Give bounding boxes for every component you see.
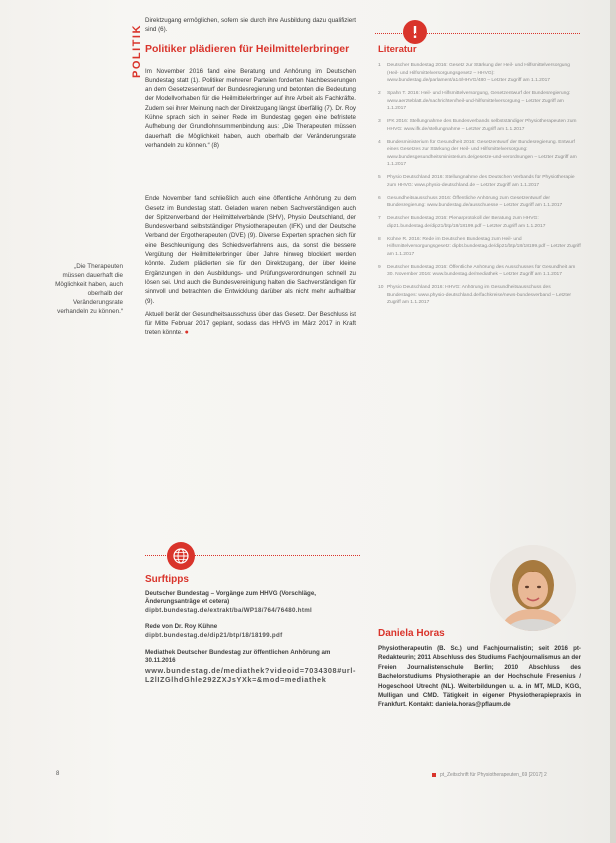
literatur-text: IFK 2016: Stellungnahme des Bundesverbands selbstständiger Physiotherapeuten zum HHVG: www.ifk.de/stellungnahme – Letzter Zugriff am 1.1.2017 — [387, 119, 577, 132]
literatur-text: Deutscher Bundestag 2016: Öffentliche Anhörung des Ausschusses für Gesundheit am 30. November 2016: www.bundestag.de/mediathek – Letzter Zugriff am 1.1.2017 — [387, 264, 576, 277]
literatur-text: Physio Deutschland 2016: Stellungnahme des Deutschen Verbands für Physiotherapie zum HHVG: www.physio-deutschland.de – Letzter Zugriff am 1.1.2017 — [387, 175, 575, 188]
footer-marker — [432, 773, 436, 777]
literatur-number: 1 — [378, 63, 381, 68]
end-mark: ● — [184, 329, 189, 337]
literatur-number: 3 — [378, 119, 381, 124]
literatur-list — [378, 62, 581, 312]
surftipp-label: Mediathek Deutscher Bundestag zur öffentlichen Anhörung am 30.11.2016 — [145, 648, 331, 665]
literatur-text: Bundesministerium für Gesundheit 2016: Gesetzentwurf der Bundesregierung. Entwurf eines Gesetzes zur Stärkung der Heil- und Hilfsmittelversorgung: www.bundesgesundheitsministerium.de/gesetze-und-verordnungen – Letzter Zugriff am 1.1.2017 — [387, 139, 577, 167]
surftipp-label: Rede von Dr. Roy Kühne — [145, 623, 218, 631]
literatur-text: Spahn T. 2016: Heil- und Hilfsmittelversorgung, Gesetzentwurf der Bundesregierung: www.aerzteblatt.de/nachrichten/heil-und-hilfsmittelversorgung – Letzter Zugriff am 1.1.2017 — [387, 91, 571, 111]
article-fragment: Direktzugang ermöglichen, sofern sie durch ihre Ausbildung dazu qualifiziert sind (6). — [145, 17, 356, 34]
article-paragraph-3 — [145, 310, 356, 338]
author-photo — [490, 545, 576, 631]
literatur-item — [378, 195, 581, 210]
literatur-number: 4 — [378, 139, 381, 145]
footer-journal: pt_Zeitschrift für Physiotherapeuten_69 [2017] 2 — [440, 772, 547, 778]
surftipp-item — [145, 623, 360, 640]
surftipp-url[interactable]: www.bundestag.de/mediathek?videoid=7034308#url-L2lIZGlhdGhle292ZXJsYXk=&mod=mediathek — [145, 665, 357, 685]
literatur-text: Deutscher Bundestag 2016: Plenarprotokoll der Beratung zum HHVG: dip21.bundestag.de/dip21/btp/18/18199.pdf – Letzter Zugriff am 1.1.2017 — [387, 216, 546, 229]
literatur-divider — [375, 33, 580, 34]
surftipp-item — [145, 590, 360, 616]
surftipp-url[interactable]: dipbt.bundestag.de/extrakt/ba/WP18/764/76480.html — [145, 606, 313, 614]
literatur-item — [378, 236, 581, 259]
pull-quote: „Die Therapeuten müssen dauerhaft die Möglichkeit haben, auch oberhalb der Veränderungsrate verhandeln zu können.“ — [55, 263, 123, 315]
surftipp-label: Deutscher Bundestag – Vorgänge zum HHVG (Vorschläge, Änderungsanträge et cetera) — [145, 589, 316, 606]
page-edge — [610, 0, 616, 843]
main-article — [145, 16, 356, 342]
literatur-number: 9 — [378, 264, 381, 270]
surftipps-list — [145, 590, 360, 685]
literatur-text: Kühne R. 2016: Rede im Deutschen Bundestag zum Heil- und Hilfsmittelversorgungsgesetz: dipbt.bundestag.de/dip21/btp/18/18199.pdf – Letzter Zugriff am 1.1.2017 — [387, 236, 581, 257]
exclamation-icon — [403, 20, 427, 44]
surftipps-title: Surftipps — [145, 574, 189, 585]
literatur-item — [378, 118, 581, 133]
literatur-title: Literatur — [378, 44, 417, 55]
literatur-item — [378, 174, 581, 189]
literatur-item — [378, 90, 581, 113]
literatur-number: 6 — [378, 195, 381, 201]
article-paragraph-3-text: Aktuell berät der Gesundheitsausschuss über das Gesetz. Der Beschluss ist für Mitte Februar 2017 geplant, sodass das HHVG im März 2017 in Kraft treten könnte. — [145, 310, 356, 337]
literatur-item — [378, 139, 581, 169]
literatur-number: 2 — [378, 91, 381, 96]
literatur-item — [378, 62, 581, 85]
globe-icon — [167, 542, 195, 570]
article-paragraph-2: Ende November fand schließlich auch eine öffentliche Anhörung zu dem Gesetz im Bundestag statt. Geladen waren neben Sachverständigen auch der Spitzenverband der Heilmittelverbände (SHV), Physio Deutschland, der Bundesverband selbstständiger Physiotherapeuten (IFK) und der Deutsche Verband der Ergotherapeuten (DVE) (9). Diverse Experten sprachen sich für eine Beschleunigung des Schiedsverfahrens aus, da sonst die bessere Vergütung der Heilmittelerbringer über Jahre hinweg blockiert werden könnte. Zudem plädierten sie für den Direktzugang, der über kleine Ergänzungen in den Ausbildungs- und Prüfungsverordnungen schnell zu lösen sei. Und auch die Bundesvereinigung halten die Sachverständigen für sinnvoll und betrachten die Entwicklung darüber als nicht mehr aufhaltbar (9). — [145, 195, 356, 305]
author-name: Daniela Horas — [378, 628, 445, 639]
surftipp-url[interactable]: dipbt.bundestag.de/dip21/btp/18/18199.pdf — [145, 631, 283, 639]
article-heading: Politiker plädieren für Heilmittelerbringer — [145, 42, 350, 55]
literatur-number: 7 — [378, 216, 381, 221]
literatur-number: 8 — [378, 236, 381, 242]
section-label: POLITIK — [131, 24, 143, 78]
author-bio: Physiotherapeutin (B. Sc.) und Fachjournalistin; seit 2016 pt-Redakteurin; 2011 Abschluss des Studiums Fachjournalismus an der Freien Journalistenschule Berlin; 2010 Abschluss des Bachelorstudiums Physiotherapie an der Hochschule Fresenius / Hogeschool Utrecht (NL). Weiterbildungen u. a. in MT, MLD, KGG, Mulligan und CMD. Tätigkeit in eigener Physiotherapiepraxis in Frankfurt. Kontakt: daniela.horas@pflaum.de — [378, 645, 581, 709]
literatur-number: 5 — [378, 175, 381, 180]
literatur-item — [378, 284, 581, 307]
surftipp-item — [145, 649, 360, 685]
literatur-text: Deutscher Bundestag 2016: Gesetz zur Stärkung der Heil- und Hilfsmittelversorgung (Heil- und Hilfsmittelversorgungsgesetz – HHVG): www.bundestag.de/parlament/a14/HHVG/480 – Letzter Zugriff am 1.1.2017 — [387, 63, 570, 83]
literatur-item — [378, 264, 581, 279]
literatur-number: 10 — [378, 285, 384, 290]
surftipps-box — [145, 558, 360, 693]
literatur-text: Physio Deutschland 2016: HHVG: Anhörung im Gesundheitsausschuss des Bundestages: www.physio-deutschland.de/fachkreise/news-bundesverband – Letzter Zugriff am 1.1.2017 — [387, 285, 572, 305]
literatur-item — [378, 215, 581, 230]
page-number: 8 — [56, 771, 60, 777]
article-paragraph-1: Im November 2016 fand eine Beratung und Anhörung im Deutschen Bundestag statt (1). Politiker mehrerer Parteien forderten Nachbesserungen an dem Gesetzesentwurf der Bundesregierung und betonten die Bedeutung der Modellvorhaben für die Heilmittelerbringer auf ihre Arbeit als Fachkräfte. Zudem sei ihrer Meinung nach der Direktzugang längst überfällig (7). Dr. Roy Kühne sprach sich in seiner Rede im Bundestag gegen eine befristete Aufhebung der Grundlohnsummenbindung aus: „Die Therapeuten müssen dauerhaft die Möglichkeit haben, auch oberhalb der Veränderungsrate verhandeln zu können.“ (8) — [145, 67, 356, 149]
literatur-text: Gesundheitsausschuss 2016: Öffentliche Anhörung zum Gesetzentwurf der Bundesregierung: www.bundestag.de/ausschuesse – Letzter Zugriff am 1.1.2017 — [387, 195, 563, 208]
